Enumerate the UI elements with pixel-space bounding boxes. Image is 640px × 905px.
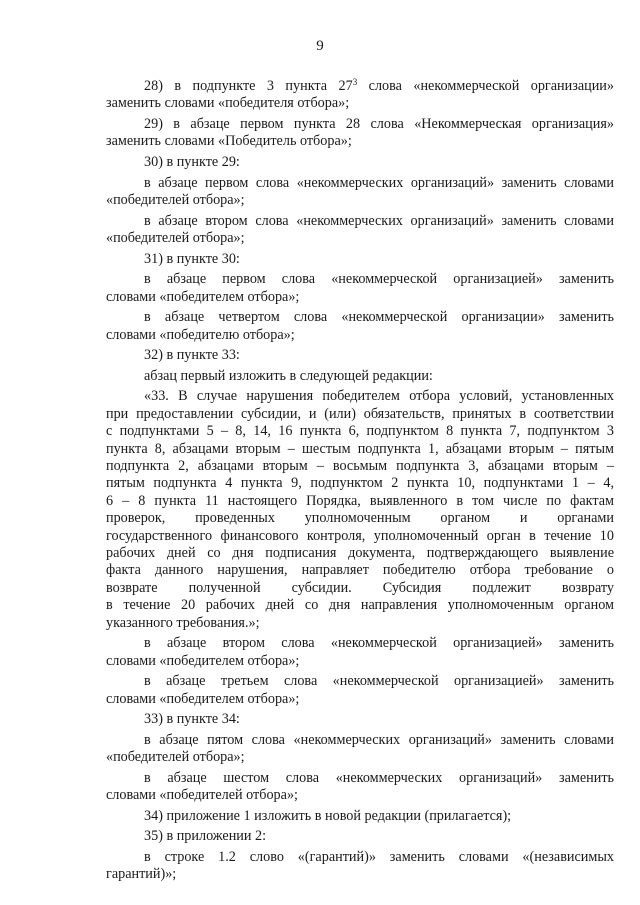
text-line: словами «победителю отбора»; [106, 326, 295, 343]
text-line: пятым подпункта 4 пункта 9, подпунктом 2 пункта 10, подпунктами 1 – 4, [106, 475, 614, 492]
text-line: с подпунктами 5 – 8, 14, 16 пункта 6, подпунктом 8 пункта 7, подпунктом 3 [106, 423, 614, 440]
text-line: словами «победителей отбора»; [106, 787, 298, 804]
paragraph [106, 271, 614, 306]
text-line: 35) в приложении 2: [144, 828, 267, 845]
page-number: 9 [316, 38, 324, 54]
paragraph [106, 309, 614, 344]
text-line: в течение 20 рабочих дней со дня направления уполномоченным органом [106, 597, 614, 614]
text-line: словами «победителем отбора»; [106, 288, 300, 305]
text-line: 6 – 8 пункта 11 настоящего Порядка, выявленного в том числе по фактам [106, 492, 614, 509]
paragraph [106, 828, 614, 845]
text-line: в абзаце шестом слова «некоммерческих организаций» заменить [144, 769, 614, 786]
text-line: 34) приложение 1 изложить в новой редакции (прилагается); [144, 807, 512, 824]
text-line: в абзаце первом слова «некоммерческой организацией» заменить [144, 271, 614, 288]
text-line: факта данного нарушения, направляет победителю отбора требование о [106, 562, 614, 579]
paragraph [106, 849, 614, 884]
paragraph [106, 116, 614, 151]
text-line: государственного финансового контроля, уполномоченный орган в течение 10 [106, 527, 614, 544]
paragraph [106, 78, 614, 113]
paragraph [106, 808, 614, 825]
text-line: 30) в пункте 29: [144, 154, 240, 170]
text-line: в строке 1.2 слово «(гарантий)» заменить словами «(независимых [144, 849, 614, 866]
text-line: проверок, проведенных уполномоченным органом и органами [106, 510, 614, 527]
text-line: «победителей отбора»; [106, 230, 245, 246]
text-line: возврате полученной субсидии. Субсидия подлежит возврату [106, 579, 614, 596]
paragraph [106, 213, 614, 248]
text-line: гарантий)»; [106, 866, 177, 883]
text-segment: слова «некоммерческой организации» [357, 78, 614, 94]
text-line: «победителей отбора»; [106, 749, 245, 766]
paragraph [106, 347, 614, 364]
paragraph [106, 368, 614, 385]
text-line: пункта 8, абзацами вторым – шестым подпункта 1, абзацами вторым – пятым [106, 440, 614, 457]
paragraph [106, 388, 614, 632]
text-line: в абзаце пятом слова «некоммерческих организаций» заменить словами [144, 731, 614, 748]
text-line: в абзаце третьем слова «некоммерческой организацией» заменить [144, 673, 614, 690]
text-line: рабочих дней со дня подписания документа, подтверждающего выявление [106, 545, 614, 562]
paragraph [106, 673, 614, 708]
paragraph [106, 770, 614, 805]
paragraph [106, 635, 614, 670]
paragraph [106, 251, 614, 268]
text-line: в абзаце втором слова «некоммерческой организацией» заменить [144, 635, 614, 652]
paragraph [106, 711, 614, 728]
text-line: подпункта 2, абзацами вторым – восьмым подпункта 3, абзацами вторым – [106, 458, 614, 474]
document-body [106, 78, 614, 887]
text-line: словами «победителем отбора»; [106, 690, 300, 707]
text-line: 31) в пункте 30: [144, 250, 240, 267]
text-line: 29) в абзаце первом пункта 28 слова «Некоммерческая организация» [144, 116, 614, 132]
text-line: «победителей отбора»; [106, 192, 245, 208]
text-segment: 28) в подпункте 3 пункта 27 [144, 78, 353, 94]
text-line: словами «победителем отбора»; [106, 652, 300, 669]
superscript: 3 [352, 77, 358, 87]
text-line: в абзаце первом слова «некоммерческих организаций» заменить словами [144, 174, 614, 191]
text-line: указанного требования.»; [106, 614, 260, 631]
paragraph [106, 154, 614, 171]
text-line: абзац первый изложить в следующей редакции: [144, 367, 433, 384]
text-line [106, 78, 614, 95]
text-line: «33. В случае нарушения победителем отбора условий, установленных [144, 388, 614, 405]
text-line: в абзаце втором слова «некоммерческих организаций» заменить словами [144, 212, 614, 229]
text-line: при предоставлении субсидии, и (или) обязательств, принятых в соответствии [106, 405, 614, 422]
text-line: в абзаце четвертом слова «некоммерческой организации» заменить [144, 309, 614, 326]
text-line: 33) в пункте 34: [144, 711, 240, 728]
paragraph [106, 732, 614, 767]
text-line: 32) в пункте 33: [144, 347, 240, 364]
text-line: заменить словами «победителя отбора»; [106, 95, 350, 112]
text-line: заменить словами «Победитель отбора»; [106, 133, 352, 150]
paragraph [106, 175, 614, 210]
